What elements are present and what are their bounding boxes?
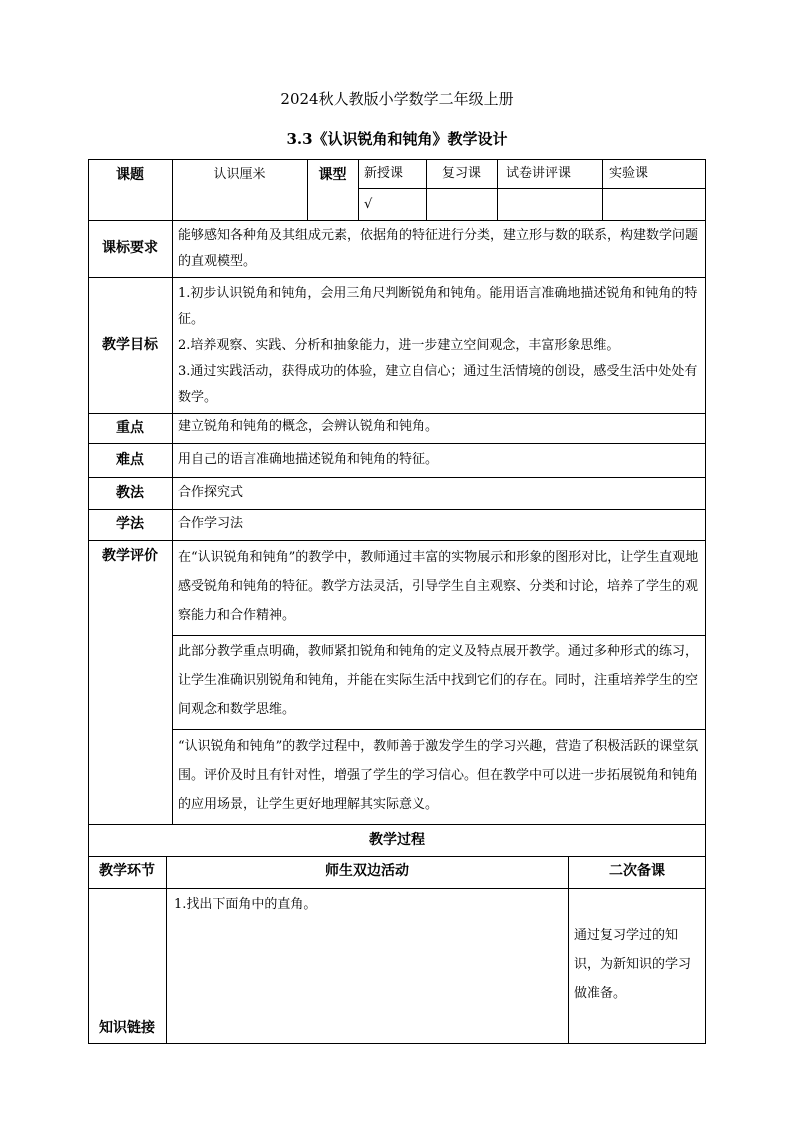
- teaching-method-label: 教法: [116, 485, 144, 501]
- prep-note: 通过复习学过的知识，为新知识的学习做准备。: [574, 928, 692, 1001]
- type-option-review: 复习课: [442, 166, 482, 181]
- table-border-right: [705, 159, 706, 1044]
- row-divider: [358, 188, 706, 189]
- difficulty-label: 难点: [116, 452, 144, 468]
- row-divider: [88, 888, 706, 889]
- column-divider: [172, 159, 173, 824]
- column-header-activity: 师生双边活动: [325, 863, 409, 879]
- row-divider: [88, 277, 706, 278]
- row-divider: [88, 509, 706, 510]
- column-divider: [602, 159, 603, 220]
- table-border-left: [88, 159, 89, 1044]
- type-label: 课型: [318, 167, 347, 183]
- column-divider: [166, 856, 167, 1044]
- key-point-text: 建立锐角和钝角的概念，会辨认锐角和钝角。: [178, 419, 439, 434]
- row-divider: [172, 635, 706, 636]
- column-divider: [497, 159, 498, 220]
- teaching-method-text: 合作探究式: [178, 485, 244, 500]
- row-divider: [88, 477, 706, 478]
- activity-item: 1.找出下面角中的直角。: [174, 897, 317, 912]
- row-divider: [88, 443, 706, 444]
- column-divider: [358, 159, 359, 220]
- column-header-prep: 二次备课: [609, 863, 665, 879]
- row-divider: [88, 540, 706, 541]
- evaluation-paragraph: 此部分教学重点明确，教师紧扣锐角和钝角的定义及特点展开教学。通过多种形式的练习，让学生准确识别锐角和钝角，并能在实际生活中找到它们的存在。同时，注重培养学生的空间观念和数学思维。: [178, 644, 699, 717]
- type-option-new: 新授课: [364, 166, 404, 181]
- goal-item: 1.初步认识锐角和钝角，会用三角尺判断锐角和钝角。能用语言准确地描述锐角和钝角的特征。: [178, 286, 698, 327]
- document-subtitle: 3.3《认识锐角和钝角》教学设计: [286, 130, 508, 148]
- standard-text: 能够感知各种角及其组成元素，依据角的特征进行分类，建立形与数的联系，构建数学问题的直观模型。: [178, 228, 699, 269]
- row-divider: [88, 220, 706, 221]
- document-title: 2024秋人教版小学数学二年级上册: [280, 90, 514, 108]
- row-divider: [172, 729, 706, 730]
- table-border-top: [88, 159, 706, 160]
- evaluation-paragraph: “认识锐角和钝角”的教学过程中，教师善于激发学生的学习兴趣，营造了积极活跃的课堂氛围。评价及时且有针对性，增强了学生的学习信心。但在教学中可以进一步拓展锐角和钝角的应用场景，让学生更好地理解其实际意义。: [178, 739, 699, 812]
- key-point-label: 重点: [116, 420, 144, 436]
- column-divider: [426, 159, 427, 220]
- standard-label: 课标要求: [102, 240, 158, 256]
- row-divider: [88, 824, 706, 825]
- topic-label: 课题: [116, 167, 144, 183]
- process-heading: 教学过程: [369, 832, 425, 848]
- lesson-plan-table: [88, 159, 706, 1044]
- topic-value: 认识厘米: [213, 167, 266, 182]
- evaluation-label: 教学评价: [102, 548, 158, 564]
- type-option-experiment: 实验课: [609, 166, 649, 181]
- goal-item: 2.培养观察、实践、分析和抽象能力，进一步建立空间观念，丰富形象思维。: [178, 338, 620, 353]
- difficulty-text: 用自己的语言准确地描述锐角和钝角的特征。: [178, 452, 439, 467]
- column-header-stage: 教学环节: [99, 863, 155, 879]
- table-border-bottom: [88, 1043, 706, 1044]
- evaluation-paragraph: 在“认识锐角和钝角”的教学中，教师通过丰富的实物展示和形象的图形对比，让学生直观地感受锐角和钝角的特征。教学方法灵活，引导学生自主观察、分类和讨论，培养了学生的观察能力和合作精神。: [178, 550, 699, 623]
- goal-item: 3.通过实践活动，获得成功的体验，建立自信心；通过生活情境的创设，感受生活中处处有数学。: [178, 364, 698, 405]
- stage-knowledge-link: 知识链接: [99, 1020, 155, 1036]
- type-option-test-review: 试卷讲评课: [506, 166, 572, 181]
- type-checkmark: √: [364, 197, 373, 212]
- goals-label: 教学目标: [102, 337, 158, 353]
- learning-method-label: 学法: [116, 516, 144, 532]
- learning-method-text: 合作学习法: [178, 516, 244, 531]
- row-divider: [88, 856, 706, 857]
- column-divider: [568, 856, 569, 1044]
